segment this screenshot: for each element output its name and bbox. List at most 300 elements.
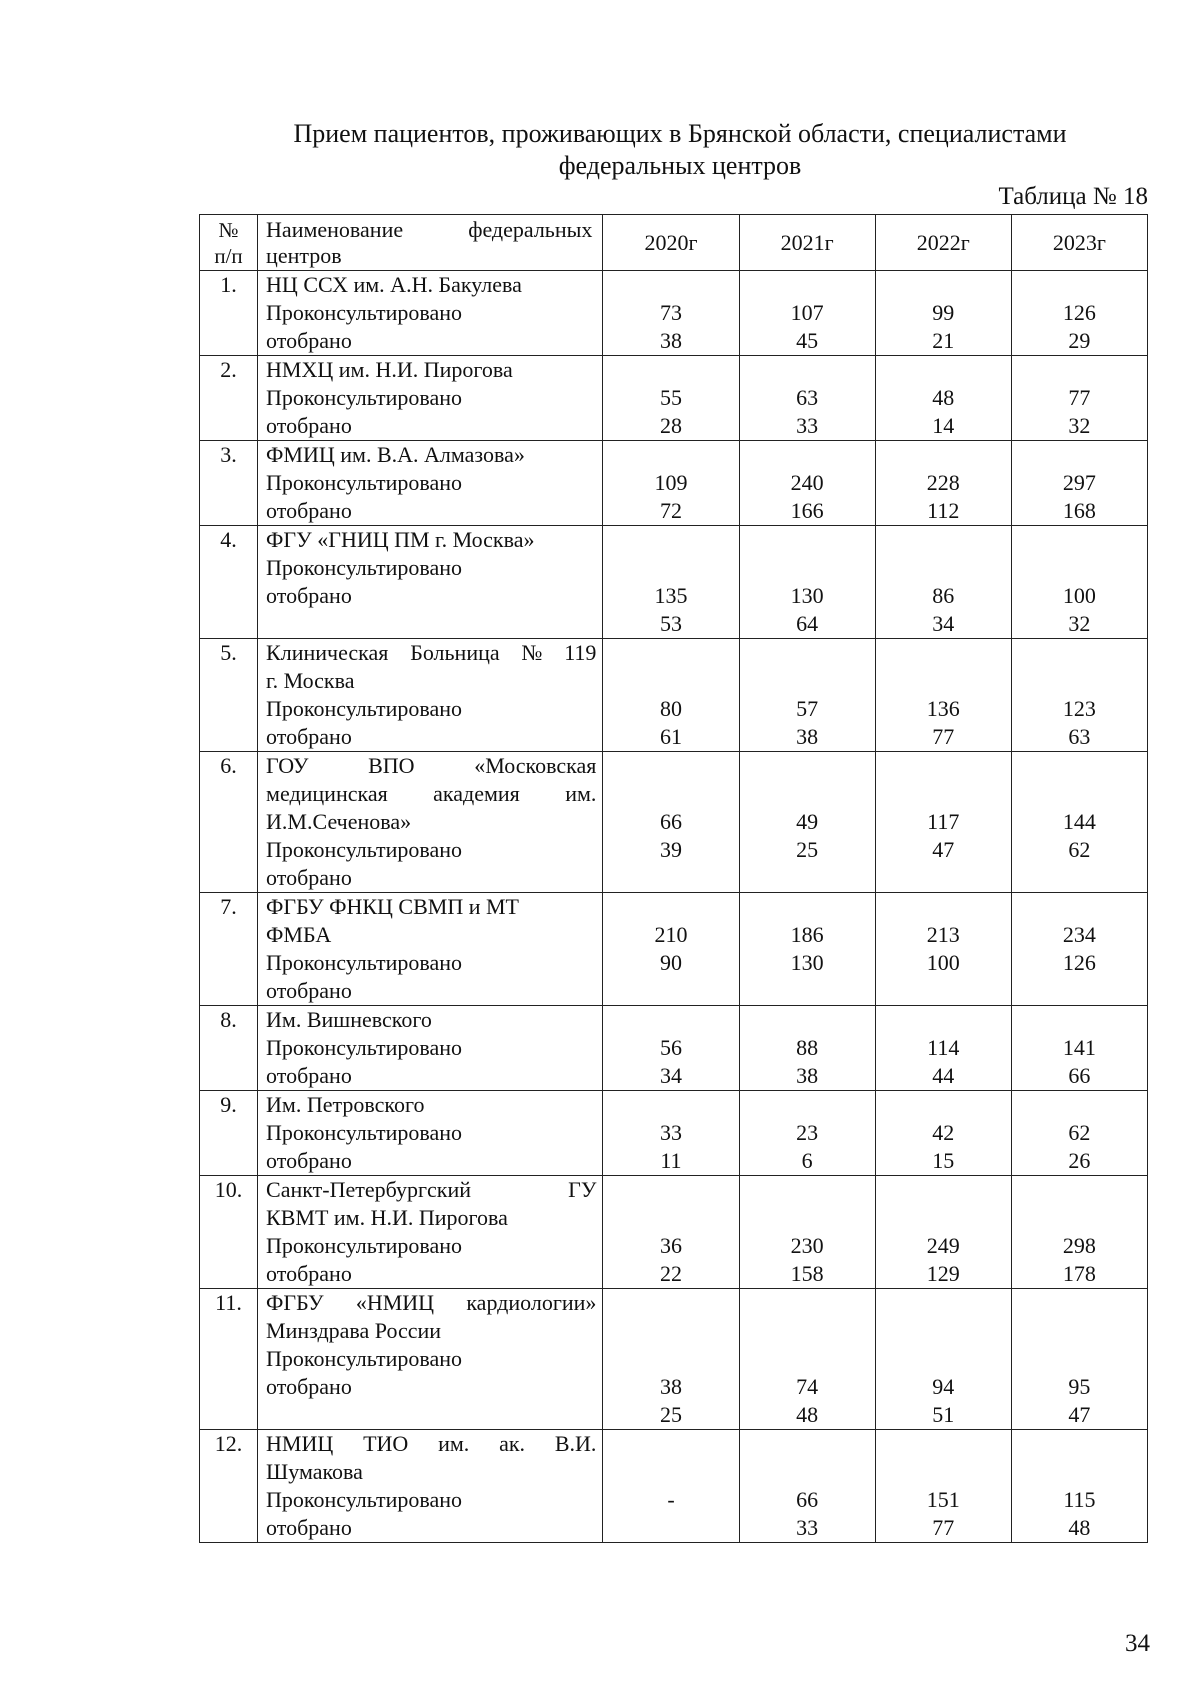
center-name-line: отобрано: [266, 1261, 352, 1286]
consulted-value: 213: [926, 922, 960, 947]
name-word: им.: [438, 1431, 470, 1456]
name-word: ВПО: [368, 753, 415, 778]
header-name: Наименование федеральных центров: [258, 215, 603, 271]
consulted-value: 23: [796, 1120, 819, 1145]
value-cell: [603, 356, 739, 441]
table-row: [200, 441, 1148, 526]
consulted-value: -: [667, 1487, 675, 1512]
consulted-value: 77: [1068, 385, 1091, 410]
consulted-value: 135: [654, 583, 688, 608]
value-cell: [603, 441, 739, 526]
value-cell: [739, 1091, 875, 1176]
consulted-value: 123: [1062, 696, 1096, 721]
center-name-line: Проконсультировано: [266, 1346, 462, 1371]
row-number: 4.: [200, 526, 258, 639]
spacer: [876, 1458, 1011, 1486]
spacer: [740, 1345, 875, 1373]
center-name-line: Проконсультировано: [266, 385, 462, 410]
name-word: Санкт-Петербургский: [266, 1177, 472, 1202]
table-label: Таблица № 18: [998, 183, 1148, 210]
consulted-value: 186: [790, 922, 824, 947]
row-number: 5.: [200, 639, 258, 752]
selected-value: 45: [796, 328, 819, 353]
selected-value: 47: [1068, 1402, 1091, 1427]
spacer: [603, 1204, 738, 1232]
spacer: [740, 1204, 875, 1232]
value-cell: [1011, 752, 1147, 893]
center-name-line: г. Москва: [266, 668, 355, 693]
name-word: «НМИЦ: [355, 1290, 435, 1315]
consulted-value: 80: [659, 696, 682, 721]
selected-value: 14: [932, 413, 955, 438]
center-name-line: отобрано: [266, 328, 352, 353]
name-word: «Московская: [474, 753, 597, 778]
value-cell: [875, 1430, 1011, 1543]
center-name-line: отобрано: [266, 583, 352, 608]
selected-value: 61: [659, 724, 682, 749]
center-name: [258, 356, 603, 441]
selected-value: 38: [796, 724, 819, 749]
value-cell: [1011, 1289, 1147, 1430]
spacer: [740, 780, 875, 808]
center-name-line: Им. Петровского: [266, 1092, 425, 1117]
table-row: [200, 893, 1148, 1006]
value-cell: [739, 639, 875, 752]
consulted-value: 297: [1062, 470, 1096, 495]
spacer: [603, 1091, 738, 1119]
table-row: [200, 1176, 1148, 1289]
table-row: [200, 1006, 1148, 1091]
value-cell: [875, 356, 1011, 441]
value-cell: [875, 639, 1011, 752]
value-cell: [875, 1091, 1011, 1176]
spacer: [876, 1345, 1011, 1373]
center-name-line: Проконсультировано: [266, 1487, 462, 1512]
center-name-line: ФГУ «ГНИЦ ПМ г. Москва»: [266, 527, 535, 552]
selected-value: 178: [1062, 1261, 1096, 1286]
center-name-line: И.М.Сеченова»: [266, 809, 412, 834]
value-cell: [603, 752, 739, 893]
spacer: [740, 526, 875, 554]
center-name-line: отобрано: [266, 1515, 352, 1540]
consulted-value: 66: [796, 1487, 819, 1512]
value-cell: [739, 1430, 875, 1543]
center-name-line: КВМТ им. Н.И. Пирогова: [266, 1205, 508, 1230]
center-name-line: Проконсультировано: [266, 1120, 462, 1145]
header-num: № п/п: [200, 215, 258, 271]
consulted-value: 49: [796, 809, 819, 834]
center-name-line: отобрано: [266, 724, 352, 749]
spacer: [603, 271, 738, 299]
value-cell: [603, 1006, 739, 1091]
row-number: 1.: [200, 271, 258, 356]
center-name: [258, 441, 603, 526]
selected-value: [603, 1514, 738, 1542]
spacer: [1012, 1091, 1147, 1119]
consulted-value: 114: [927, 1035, 960, 1060]
consulted-value: 42: [932, 1120, 955, 1145]
value-cell: [603, 1091, 739, 1176]
spacer: [603, 1289, 738, 1317]
selected-value: 33: [796, 1515, 819, 1540]
selected-value: 129: [926, 1261, 960, 1286]
spacer: [1012, 780, 1147, 808]
spacer: [603, 1317, 738, 1345]
center-name-line: [266, 780, 596, 808]
selected-value: 130: [790, 950, 824, 975]
selected-value: 48: [1068, 1515, 1091, 1540]
spacer: [740, 554, 875, 582]
selected-value: 44: [932, 1063, 955, 1088]
spacer: [1012, 1176, 1147, 1204]
value-cell: [1011, 1430, 1147, 1543]
selected-value: 77: [932, 1515, 955, 1540]
center-name: [258, 752, 603, 893]
spacer: [876, 667, 1011, 695]
spacer: [876, 1289, 1011, 1317]
value-cell: [739, 441, 875, 526]
center-name-line: ФМБА: [266, 922, 332, 947]
consulted-value: 33: [659, 1120, 682, 1145]
title-line-1: Прием пациентов, проживающих в Брянской области, специалистами: [293, 119, 1067, 148]
name-word: НМИЦ: [266, 1431, 334, 1456]
value-cell: [603, 1176, 739, 1289]
consulted-value: 63: [796, 385, 819, 410]
value-cell: [603, 1289, 739, 1430]
row-number: 3.: [200, 441, 258, 526]
row-number: 2.: [200, 356, 258, 441]
spacer: [1012, 526, 1147, 554]
table-row: [200, 752, 1148, 893]
spacer: [876, 271, 1011, 299]
spacer: [603, 752, 738, 780]
spacer: [603, 639, 738, 667]
consulted-value: 73: [659, 300, 682, 325]
selected-value: 6: [801, 1148, 813, 1173]
center-name: [258, 526, 603, 639]
consulted-value: 100: [1062, 583, 1096, 608]
selected-value: 100: [926, 950, 960, 975]
selected-value: 26: [1068, 1148, 1091, 1173]
spacer: [740, 271, 875, 299]
spacer: [603, 1430, 738, 1458]
spacer: [1012, 893, 1147, 921]
center-name: [258, 1091, 603, 1176]
selected-value: 63: [1068, 724, 1091, 749]
spacer: [876, 893, 1011, 921]
spacer: [876, 1204, 1011, 1232]
selected-value: 62: [1068, 837, 1091, 862]
center-name-line: отобрано: [266, 498, 352, 523]
consulted-value: 55: [659, 385, 682, 410]
center-name-line: Им. Вишневского: [266, 1007, 432, 1032]
center-name-line: [266, 1289, 596, 1317]
spacer: [603, 1006, 738, 1034]
name-word: ФГБУ: [266, 1290, 324, 1315]
consulted-value: 210: [654, 922, 688, 947]
spacer: [876, 639, 1011, 667]
spacer: [603, 780, 738, 808]
center-name-line: Проконсультировано: [266, 950, 462, 975]
table-row: [200, 1289, 1148, 1430]
value-cell: [1011, 356, 1147, 441]
center-name-line: отобрано: [266, 978, 352, 1003]
selected-value: 168: [1062, 498, 1096, 523]
row-number: 11.: [200, 1289, 258, 1430]
consulted-value: 56: [659, 1035, 682, 1060]
table-header-row: [200, 215, 1148, 271]
consulted-value: 57: [796, 696, 819, 721]
row-number: 6.: [200, 752, 258, 893]
selected-value: 126: [1062, 950, 1096, 975]
spacer: [603, 893, 738, 921]
selected-value: 158: [790, 1261, 824, 1286]
center-name-line: Проконсультировано: [266, 555, 462, 580]
spacer: [1012, 271, 1147, 299]
value-cell: [875, 1289, 1011, 1430]
value-cell: [1011, 441, 1147, 526]
value-cell: [739, 271, 875, 356]
spacer: [876, 554, 1011, 582]
header-year-2023: 2023г: [1011, 215, 1147, 271]
spacer: [1012, 554, 1147, 582]
center-name-line: ФМИЦ им. В.А. Алмазова»: [266, 442, 525, 467]
spacer: [876, 1091, 1011, 1119]
value-cell: [875, 752, 1011, 893]
center-name-line: ФГБУ ФНКЦ СВМП и МТ: [266, 894, 519, 919]
consulted-value: 109: [654, 470, 688, 495]
spacer: [876, 780, 1011, 808]
spacer: [603, 1345, 738, 1373]
center-name: [258, 1176, 603, 1289]
value-cell: [875, 893, 1011, 1006]
spacer: [603, 667, 738, 695]
consulted-value: 249: [926, 1233, 960, 1258]
selected-value: 28: [659, 413, 682, 438]
value-cell: [739, 1006, 875, 1091]
spacer: [603, 441, 738, 469]
center-name-line: [266, 1401, 596, 1429]
name-word: медицинская: [266, 781, 388, 806]
value-cell: [739, 526, 875, 639]
spacer: [740, 639, 875, 667]
spacer: [1012, 441, 1147, 469]
center-name-line: Проконсультировано: [266, 470, 462, 495]
spacer: [876, 752, 1011, 780]
center-name-line: Проконсультировано: [266, 1233, 462, 1258]
spacer: [1012, 639, 1147, 667]
table-row: [200, 1091, 1148, 1176]
spacer: [740, 1006, 875, 1034]
name-word: Больница: [410, 640, 500, 665]
consulted-value: 130: [790, 583, 824, 608]
spacer: [1012, 1204, 1147, 1232]
selected-value: 77: [932, 724, 955, 749]
value-cell: [1011, 1006, 1147, 1091]
consulted-value: 136: [926, 696, 960, 721]
spacer: [740, 893, 875, 921]
selected-value: 34: [659, 1063, 682, 1088]
page-number: 34: [1125, 1630, 1150, 1657]
center-name-line: Шумакова: [266, 1459, 363, 1484]
selected-value: 34: [932, 611, 955, 636]
spacer: [740, 1317, 875, 1345]
table-row: [200, 526, 1148, 639]
selected-value: 38: [659, 328, 682, 353]
center-name: [258, 1289, 603, 1430]
selected-value: 22: [659, 1261, 682, 1286]
consulted-value: 36: [659, 1233, 682, 1258]
value-cell: [603, 526, 739, 639]
value-cell: [739, 356, 875, 441]
name-word: академия: [433, 781, 520, 806]
value-cell: [603, 271, 739, 356]
consulted-value: 230: [790, 1233, 824, 1258]
consulted-value: 66: [659, 809, 682, 834]
spacer: [740, 441, 875, 469]
selected-value: 29: [1068, 328, 1091, 353]
selected-value: 72: [659, 498, 682, 523]
name-word: ГОУ: [266, 753, 309, 778]
selected-value: 166: [790, 498, 824, 523]
selected-value: 25: [659, 1402, 682, 1427]
consulted-value: 126: [1062, 300, 1096, 325]
row-number: 8.: [200, 1006, 258, 1091]
spacer: [1012, 356, 1147, 384]
consulted-value: 62: [1068, 1120, 1091, 1145]
name-word: ГУ: [568, 1177, 597, 1202]
selected-value: 53: [659, 611, 682, 636]
selected-value: 21: [932, 328, 955, 353]
spacer: [1012, 1289, 1147, 1317]
center-name-line: Проконсультировано: [266, 300, 462, 325]
spacer: [1012, 1458, 1147, 1486]
center-name-line: [266, 610, 596, 638]
spacer: [876, 1317, 1011, 1345]
spacer: [740, 1430, 875, 1458]
consulted-value: 117: [927, 809, 960, 834]
value-cell: [603, 893, 739, 1006]
spacer: [876, 356, 1011, 384]
center-name: [258, 893, 603, 1006]
page-title: [200, 118, 1160, 182]
center-name-line: Проконсультировано: [266, 696, 462, 721]
name-word: №: [521, 640, 543, 665]
row-number: 12.: [200, 1430, 258, 1543]
center-name-line: Проконсультировано: [266, 837, 462, 862]
consulted-value: 228: [926, 470, 960, 495]
spacer: [1012, 667, 1147, 695]
selected-value: 33: [796, 413, 819, 438]
center-name-line: отобрано: [266, 1374, 352, 1399]
value-cell: [739, 1176, 875, 1289]
spacer: [740, 752, 875, 780]
value-cell: [875, 1006, 1011, 1091]
consulted-value: 94: [932, 1374, 955, 1399]
consulted-value: 234: [1062, 922, 1096, 947]
consulted-value: 240: [790, 470, 824, 495]
consulted-value: 144: [1062, 809, 1096, 834]
selected-value: 38: [796, 1063, 819, 1088]
consulted-value: 115: [1063, 1487, 1096, 1512]
consulted-value: 48: [932, 385, 955, 410]
value-cell: [875, 441, 1011, 526]
name-word: им.: [565, 781, 597, 806]
selected-value: 51: [932, 1402, 955, 1427]
center-name-line: [266, 1430, 596, 1458]
center-name-line: отобрано: [266, 413, 352, 438]
name-word: ак.: [499, 1431, 526, 1456]
selected-value: 39: [659, 837, 682, 862]
spacer: [1012, 1006, 1147, 1034]
center-name-line: Минздрава России: [266, 1318, 442, 1343]
center-name-line: отобрано: [266, 1063, 352, 1088]
name-word: В.И.: [554, 1431, 597, 1456]
spacer: [876, 1430, 1011, 1458]
center-name-line: НЦ ССХ им. А.Н. Бакулева: [266, 272, 522, 297]
selected-value: 112: [927, 498, 960, 523]
value-cell: [1011, 1091, 1147, 1176]
name-word: Клиническая: [266, 640, 389, 665]
value-cell: [1011, 526, 1147, 639]
center-name: [258, 639, 603, 752]
table-row: [200, 356, 1148, 441]
data-table: [199, 214, 1148, 1543]
spacer: [876, 1176, 1011, 1204]
selected-value: 64: [796, 611, 819, 636]
value-cell: [739, 893, 875, 1006]
value-cell: [1011, 271, 1147, 356]
center-name: [258, 271, 603, 356]
table-row: [200, 1430, 1148, 1543]
center-name-line: Проконсультировано: [266, 1035, 462, 1060]
value-cell: [875, 526, 1011, 639]
value-cell: [603, 1430, 739, 1543]
value-cell: [739, 1289, 875, 1430]
selected-value: 90: [659, 950, 682, 975]
selected-value: 25: [796, 837, 819, 862]
center-name-line: отобрано: [266, 865, 352, 890]
selected-value: 48: [796, 1402, 819, 1427]
row-number: 9.: [200, 1091, 258, 1176]
spacer: [876, 526, 1011, 554]
spacer: [1012, 752, 1147, 780]
table-row: [200, 639, 1148, 752]
row-number: 7.: [200, 893, 258, 1006]
table-row: [200, 271, 1148, 356]
consulted-value: 86: [932, 583, 955, 608]
center-name: [258, 1430, 603, 1543]
spacer: [740, 1091, 875, 1119]
spacer: [603, 1176, 738, 1204]
consulted-value: 298: [1062, 1233, 1096, 1258]
center-name-line: отобрано: [266, 1148, 352, 1173]
consulted-value: 107: [790, 300, 824, 325]
spacer: [1012, 1345, 1147, 1373]
selected-value: 66: [1068, 1063, 1091, 1088]
spacer: [876, 441, 1011, 469]
spacer: [740, 356, 875, 384]
header-year-2021: 2021г: [739, 215, 875, 271]
center-name-line: [266, 639, 596, 667]
spacer: [740, 1289, 875, 1317]
selected-value: 11: [660, 1148, 682, 1173]
spacer: [603, 1458, 738, 1486]
center-name: [258, 1006, 603, 1091]
selected-value: 32: [1068, 611, 1091, 636]
value-cell: [1011, 893, 1147, 1006]
selected-value: 15: [932, 1148, 955, 1173]
